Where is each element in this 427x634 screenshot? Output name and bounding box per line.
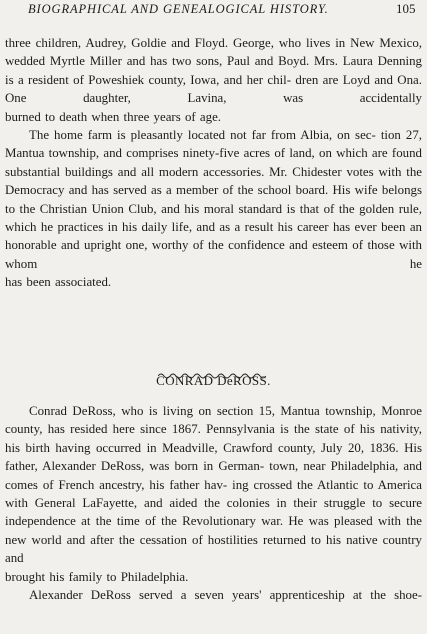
text-line: of the Revolutionary war. He was pleased with the new world bbox=[5, 514, 422, 547]
text-block-chidester bbox=[5, 34, 422, 292]
text-line: July 20, 1836. His father, Alexander DeRoss, was born in German- bbox=[5, 440, 423, 474]
text-line: town, near Philadelphia, and comes of French ancestry, his father hav- bbox=[5, 459, 422, 492]
paragraph-last-line bbox=[5, 568, 422, 586]
text-line: Mexico, wedded Myrtle Miller and has two sons, Paul and Boyd. Mrs. bbox=[5, 36, 422, 69]
text-line: of his nativity, his birth having occurred in Meadville, Crawford county, bbox=[5, 422, 422, 455]
text-line: brought his family to Philadelphia. bbox=[5, 569, 189, 584]
paragraph bbox=[5, 126, 422, 273]
text-line: Alexander DeRoss served a seven years' apprenticeship at the shoe- bbox=[29, 588, 422, 603]
text-block-deross bbox=[5, 402, 422, 604]
text-line: has been associated. bbox=[5, 275, 112, 290]
text-line: burned to death when three years of age. bbox=[5, 109, 222, 124]
text-line: ing crossed the Atlantic to America with General LaFayette, and aided bbox=[5, 477, 422, 511]
text-line: upright one, worthy of the confidence and esteem of those with whom he bbox=[5, 238, 422, 271]
text-line: Chidester votes with the Democracy and has served as a member of the bbox=[5, 164, 422, 198]
text-line: and after the cessation of hostilities returned to his native country and bbox=[5, 532, 422, 566]
text-line: Monroe county, has resided here since 1867. Pennsylvania is the state bbox=[5, 404, 422, 437]
text-line: The home farm is pleasantly located not far from Albia, on sec- bbox=[29, 128, 376, 143]
text-line: tion 27, Mantua township, and comprises ninety-five acres of land, on bbox=[5, 128, 423, 161]
paragraph bbox=[5, 34, 422, 108]
text-line: Conrad DeRoss, who is living on section 15, Mantua township, bbox=[29, 404, 376, 418]
text-line: dren are Loyd and Ona. One daughter, Lavina, was accidentally bbox=[5, 72, 422, 106]
page-number: 105 bbox=[396, 1, 416, 16]
running-head bbox=[0, 0, 427, 26]
text-line: moral standard is that of the golden rule, which he practices in his bbox=[5, 201, 422, 235]
paragraph-last-line bbox=[5, 108, 422, 126]
text-line: which are found substantial buildings and all modern accessories. Mr. bbox=[5, 146, 422, 179]
text-line: school board. His wife belongs to the Christian Union Club, and his bbox=[5, 183, 422, 216]
text-line: Laura Denning is a resident of Poweshiek county, Iowa, and her chil- bbox=[5, 54, 422, 87]
paragraph bbox=[5, 402, 422, 568]
text-line: daily life, and as a result his career has ever been an honorable and bbox=[5, 220, 422, 253]
text-line: three children, Audrey, Goldie and Floyd. George, who lives in New bbox=[5, 36, 375, 50]
section-heading: CONRAD DeROSS. bbox=[156, 373, 271, 388]
running-head-title: BIOGRAPHICAL AND GENEALOGICAL HISTORY. bbox=[28, 2, 329, 16]
paragraph bbox=[5, 586, 422, 604]
paragraph-last-line bbox=[5, 273, 422, 291]
text-line: the colonies in their struggle to secure independence at the time bbox=[5, 496, 422, 529]
